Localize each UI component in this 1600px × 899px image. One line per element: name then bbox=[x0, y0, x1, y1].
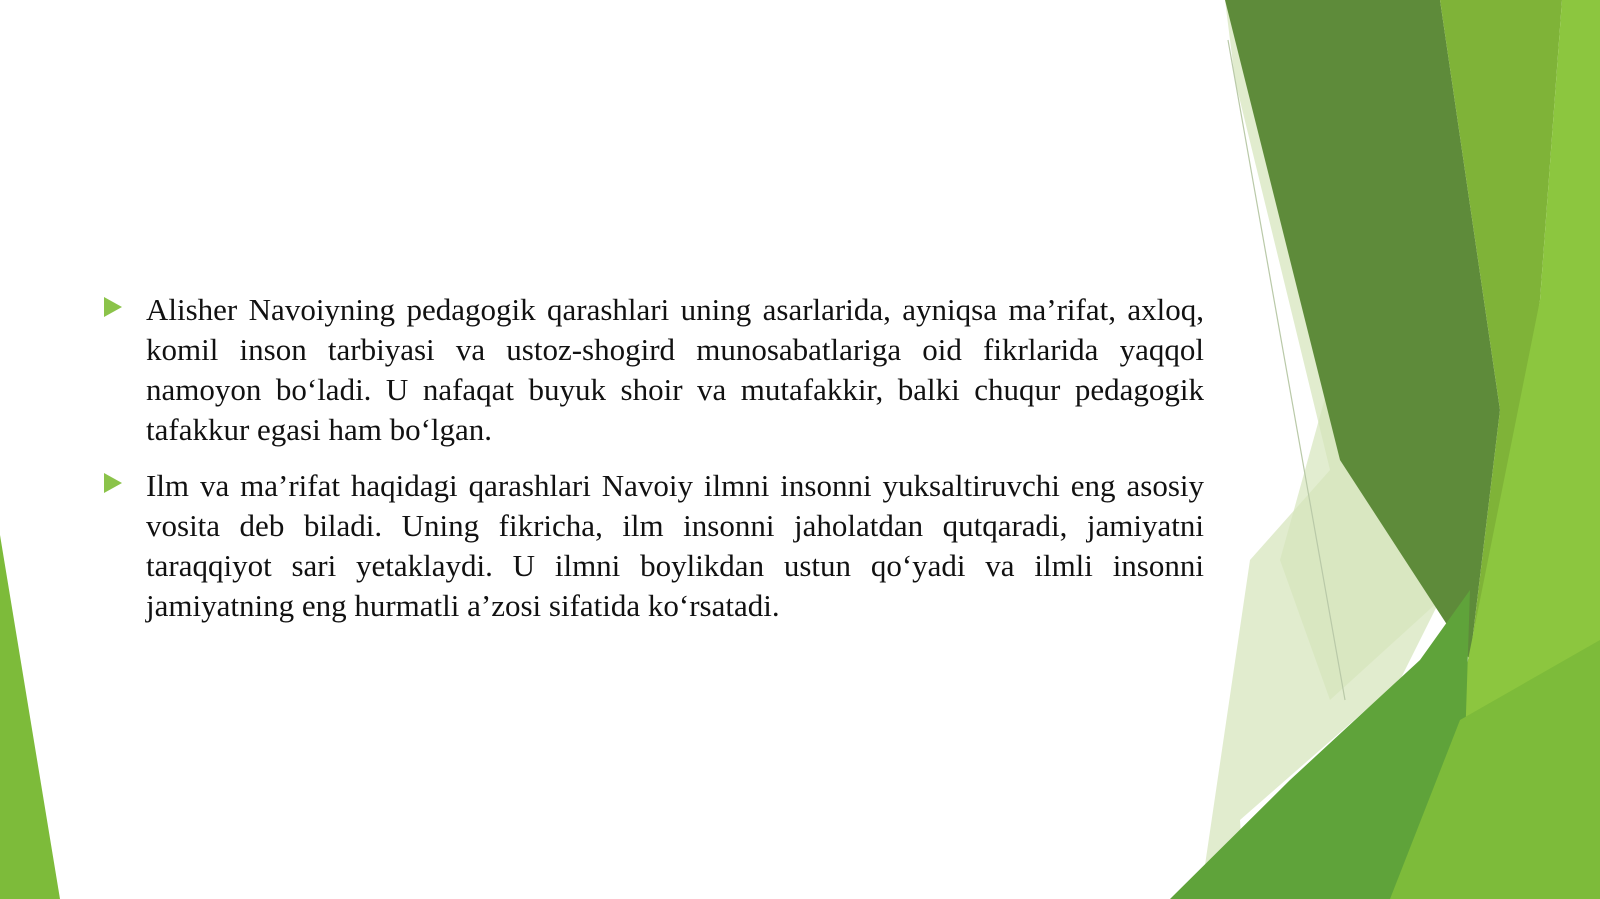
triangle-play-icon bbox=[102, 296, 122, 318]
bullet-text: Alisher Navoiyning pedagogik qarashlari uning asarlarida, ayniqsa ma’rifat, axloq, komil inson tarbiyasi va ustoz-shogird munosabatlariga oid fikrlarida yaqqol namoyon bo‘ladi. U nafaqat buyuk shoir va mutafakkir, balki chuqur pedagogik tafakkur egasi ham bo‘lgan. bbox=[146, 292, 1204, 447]
triangle-play-icon bbox=[102, 472, 122, 494]
bullet-text: Ilm va ma’rifat haqidagi qarashlari Navoiy ilmni insonni yuksaltiruvchi eng asosiy vosita deb biladi. Uning fikricha, ilm insonni jaholatdan qutqaradi, jamiyatni taraqqiyot sari yetaklaydi. U ilmni boylikdan ustun qo‘yadi va ilmli insonni jamiyatning eng hurmatli a’zosi sifatida ko‘rsatadi. bbox=[146, 468, 1204, 623]
bullet-item bbox=[100, 466, 1204, 626]
bullet-list bbox=[100, 290, 1204, 642]
left-green-sliver bbox=[0, 535, 60, 899]
bullet-item bbox=[100, 290, 1204, 450]
